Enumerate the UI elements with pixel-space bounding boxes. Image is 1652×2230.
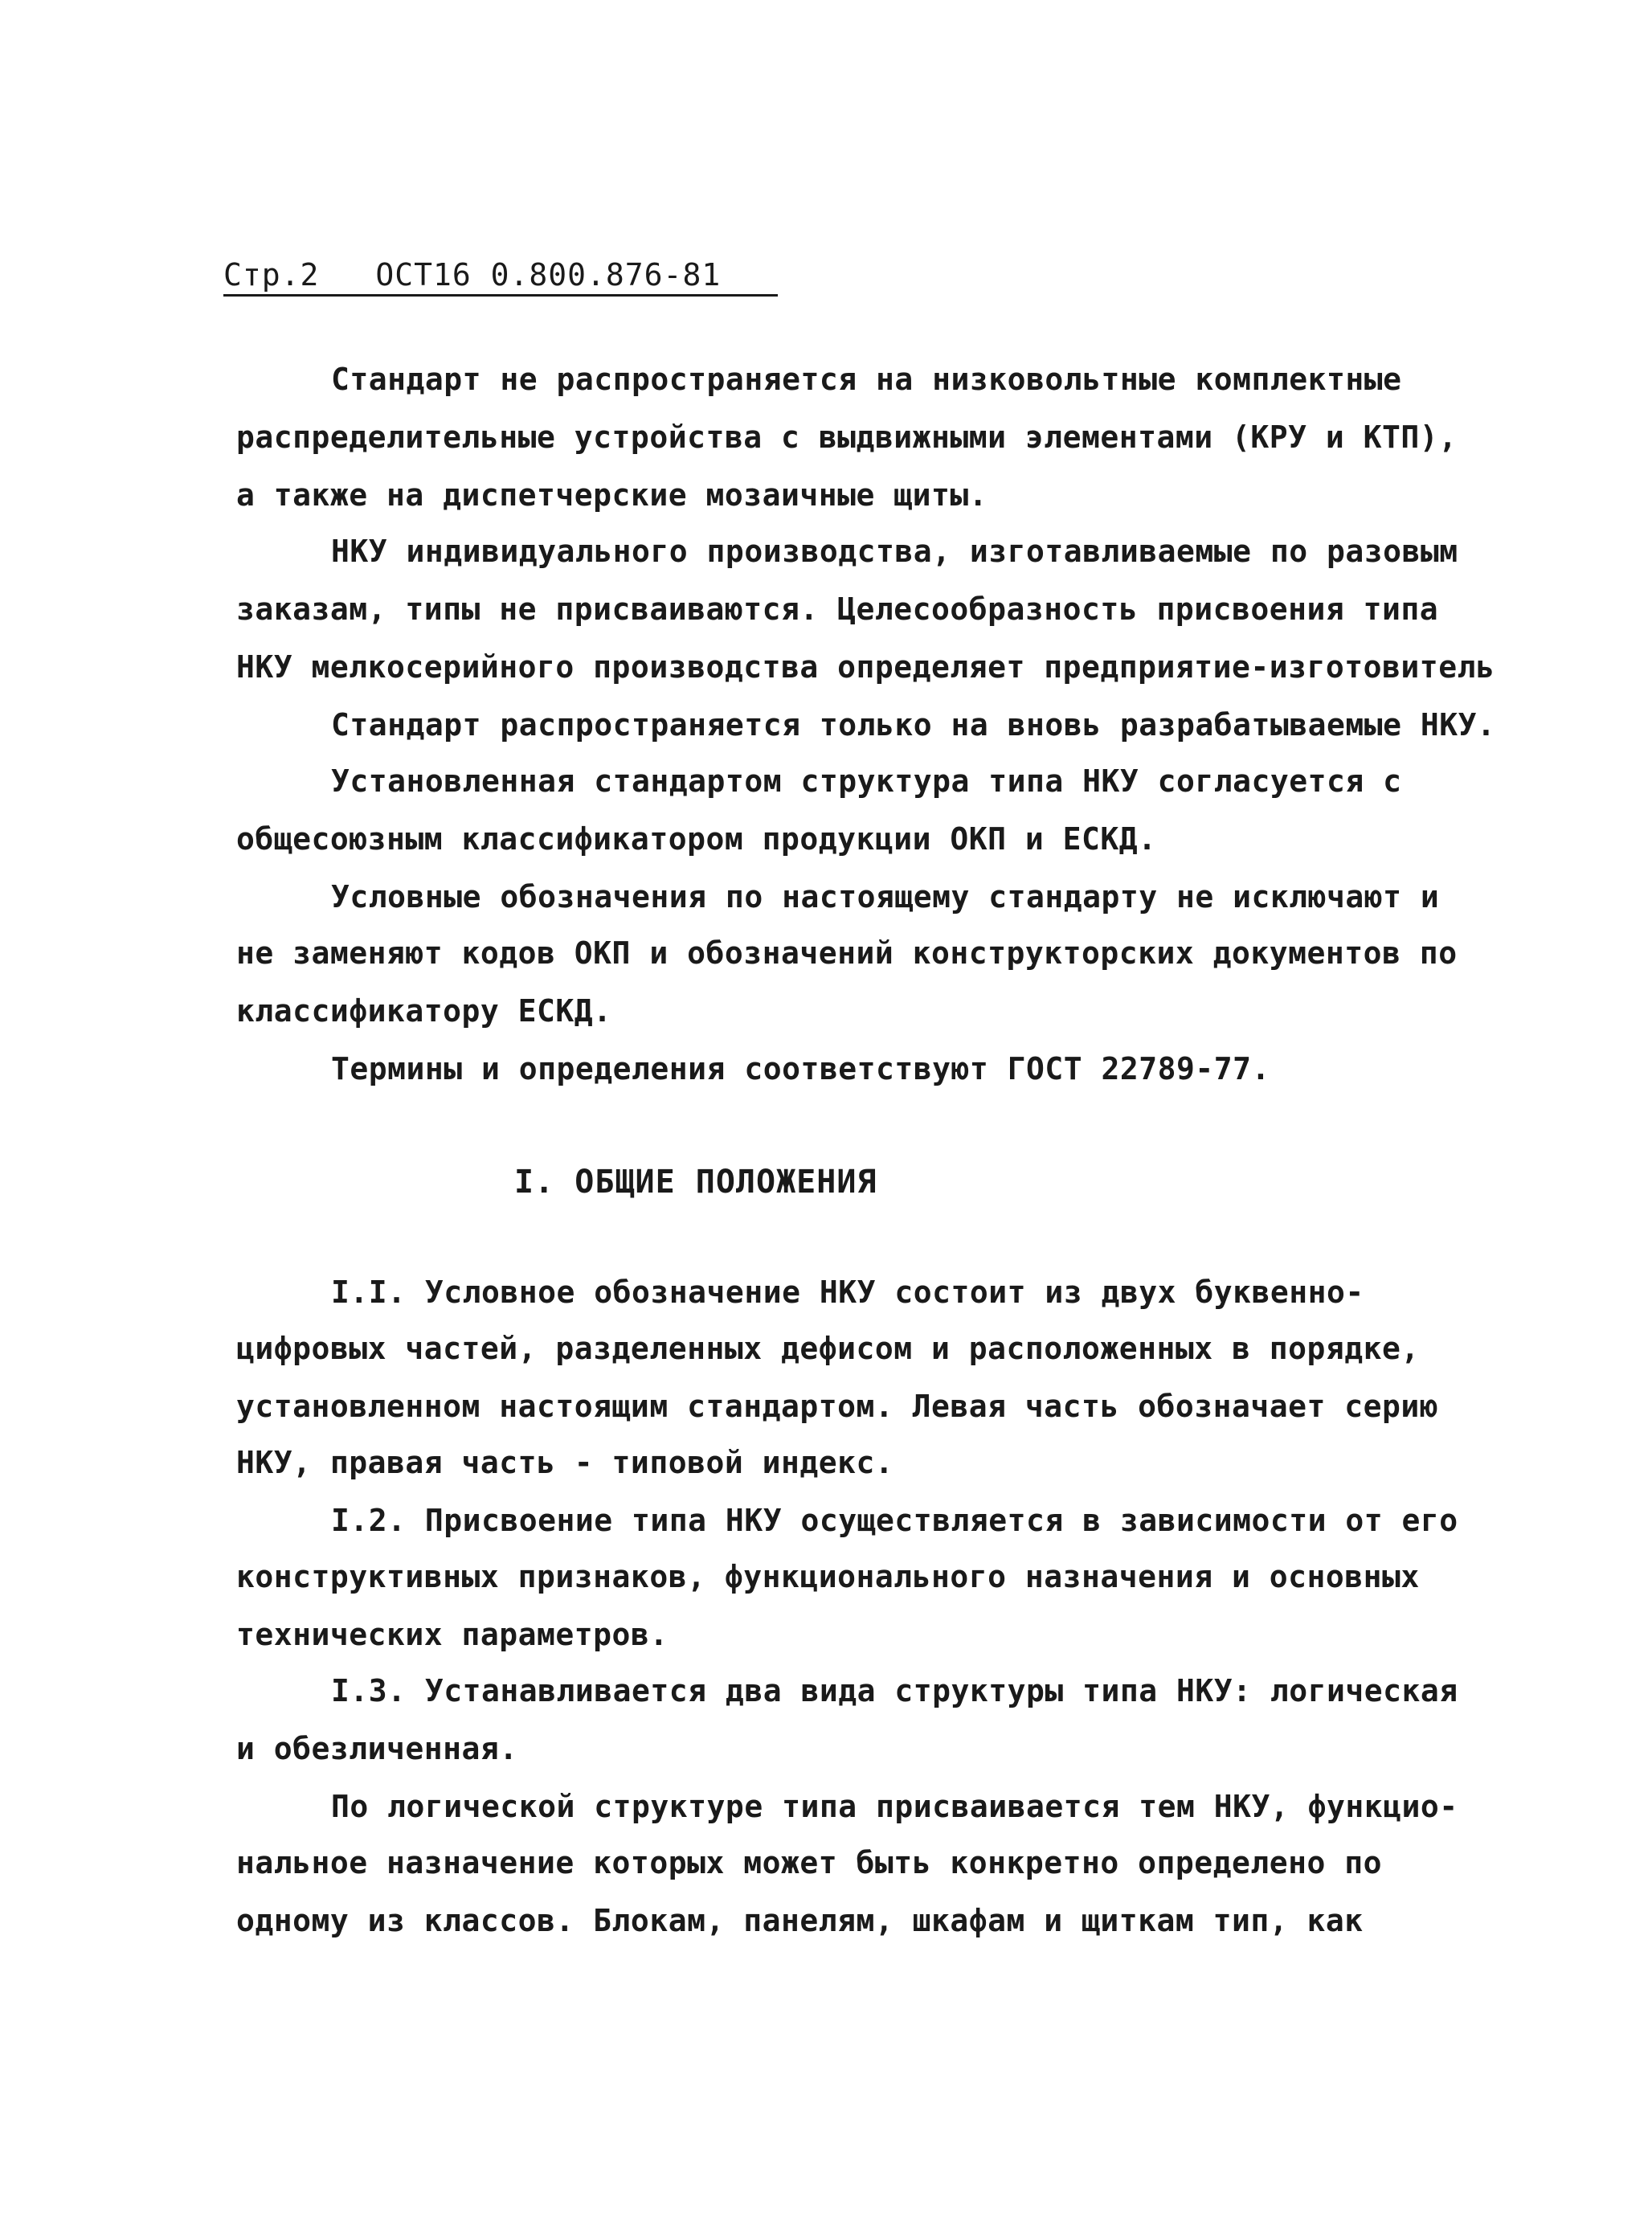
section-line: I.I. Условное обозначение НКУ состоит из двух буквенно- (331, 1275, 1364, 1310)
paragraph-line: заказам, типы не присваиваются. Целесообразность присвоения типа (236, 591, 1439, 627)
section-line: I.3. Устанавливается два вида структуры типа НКУ: логическая (331, 1673, 1458, 1708)
section-line: и обезличенная. (236, 1731, 518, 1766)
section-line: I.2. Присвоение типа НКУ осуществляется в зависимости от его (331, 1503, 1458, 1538)
paragraph-line: НКУ мелкосерийного производства определяет предприятие-изготовитель (236, 649, 1495, 685)
page-header (223, 257, 778, 297)
page-number: Стр.2 (223, 257, 320, 293)
section-line: технических параметров. (236, 1617, 669, 1652)
paragraph-line: не заменяют кодов ОКП и обозначений конструкторских документов по (236, 935, 1458, 971)
section-title: I. ОБЩИЕ ПОЛОЖЕНИЯ (514, 1164, 877, 1201)
document-code: ОСТ16 0.800.876-81 (375, 257, 722, 293)
paragraph-line: НКУ индивидуального производства, изготавливаемые по разовым (331, 534, 1458, 569)
section-line: цифровых частей, разделенных дефисом и расположенных в порядке, (236, 1331, 1420, 1366)
paragraph-line: классификатору ЕСКД. (236, 993, 612, 1029)
section-line: одному из классов. Блокам, панелям, шкафам и щиткам тип, как (236, 1903, 1364, 1938)
section-line: установленном настоящим стандартом. Левая часть обозначает серию (236, 1389, 1439, 1424)
paragraph-line: Условные обозначения по настоящему стандарту не исключают и (331, 879, 1440, 915)
section-line: нальное назначение которых может быть конкретно определено по (236, 1845, 1383, 1880)
paragraph-line: общесоюзным классификатором продукции ОКП и ЕСКД. (236, 821, 1157, 857)
paragraph-line: Установленная стандартом структура типа НКУ согласуется с (331, 763, 1402, 799)
section-line: По логической структуре типа присваивается тем НКУ, функцио- (331, 1789, 1458, 1824)
section-line: НКУ, правая часть - типовой индекс. (236, 1445, 894, 1480)
paragraph-line: Стандарт распространяется только на вновь разрабатываемые НКУ. (331, 707, 1496, 743)
paragraph-line: распределительные устройства с выдвижными элементами (КРУ и КТП), (236, 419, 1458, 455)
paragraph-line: Стандарт не распространяется на низковольтные комплектные (331, 362, 1402, 397)
section-line: конструктивных признаков, функционального назначения и основных (236, 1559, 1420, 1594)
paragraph-line: Термины и определения соответствуют ГОСТ 22789-77. (331, 1051, 1270, 1086)
paragraph-line: а также на диспетчерские мозаичные щиты. (236, 477, 988, 513)
